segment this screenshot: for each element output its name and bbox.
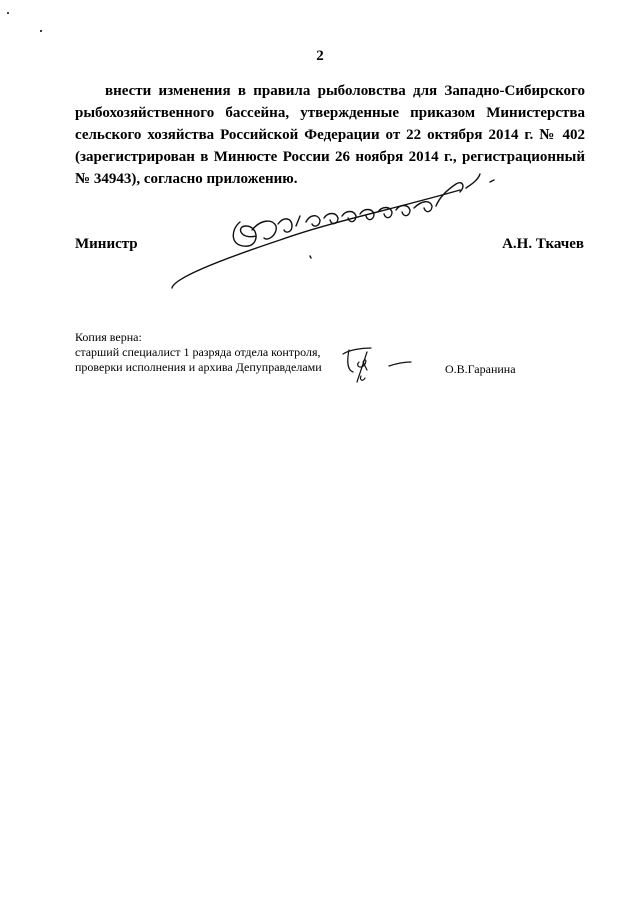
signer-name: А.Н. Ткачев bbox=[502, 236, 584, 252]
body-paragraph: внести изменения в правила рыболовства для Западно-Сибирского рыбохозяйственного бассейна, утвержденные приказом Министерства сельского хозяйства Российской Федерации от 22 октября 2014 г. № 402 (зарегистрирован в Минюсте России 26 ноября 2014 г., регистрационный № 34943), согласно приложению. bbox=[75, 83, 585, 187]
scan-speck bbox=[7, 12, 9, 14]
signer-title: Министр bbox=[75, 236, 138, 252]
scan-speck bbox=[40, 30, 42, 32]
handwritten-signature bbox=[160, 160, 520, 300]
copy-label: Копия верна: bbox=[75, 330, 142, 344]
copy-initials-signature bbox=[335, 340, 425, 385]
copy-position-line2: проверки исполнения и архива Депуправделами bbox=[75, 360, 322, 374]
copy-signer-name: О.В.Гаранина bbox=[445, 362, 516, 376]
page-number: 2 bbox=[316, 48, 324, 64]
copy-certification bbox=[75, 330, 322, 375]
copy-position-line1: старший специалист 1 разряда отдела контроля, bbox=[75, 345, 321, 359]
